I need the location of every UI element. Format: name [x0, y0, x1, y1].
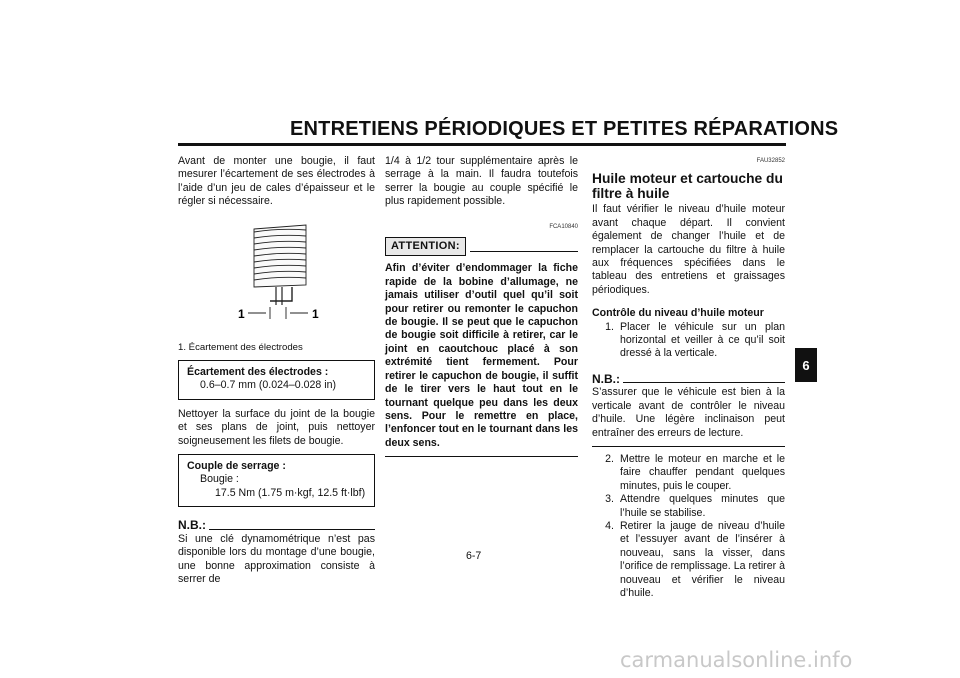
steps-list [592, 453, 785, 600]
attention-heading [385, 237, 578, 256]
clean-paragraph: Nettoyer la surface du joint de la bougie et ses plans de joint, puis nettoyer soigneusement les filets de bougie. [178, 407, 375, 447]
watermark: carmanualsonline.info [620, 648, 853, 672]
attention-label: ATTENTION: [385, 237, 466, 256]
column-middle [385, 155, 578, 457]
nb-label: N.B.: [178, 518, 206, 533]
chapter-tab: 6 [795, 348, 817, 382]
page-header-title: ENTRETIENS PÉRIODIQUES ET PETITES RÉPARATIONS [290, 118, 839, 140]
step-number: 1. [605, 320, 614, 333]
attention-paragraph: Afin d’éviter d’endommager la fiche rapide de la bobine d’allumage, ne jamais utiliser d’outil quel qu’il soit pour retirer ou remonter le capuchon de bougie. Il se peut que le capuchon de bougie soit difficile à retirer, car le joint en caoutchouc placé à son extrémité tient fermement. Pour retirer le capuchon de bougie, il suffit de le tirer vers le haut tout en le tournant quelque peu dans les deux sens. Pour le remettre en place, l’enfoncer tout en le tournant dans les deux sens. [385, 262, 578, 449]
nb-rule-right [623, 382, 785, 383]
torque-spec-value: 17.5 Nm (1.75 m·kgf, 12.5 ft·lbf) [215, 486, 366, 499]
column-left [178, 155, 375, 586]
attention-bottom-rule [385, 456, 578, 457]
step-number: 2. [605, 452, 614, 465]
electrode-gap-spec-title: Écartement des électrodes : [187, 366, 329, 379]
section-title: Huile moteur et cartouche du filtre à huile [592, 171, 783, 202]
attention-code: FCA10840 [549, 223, 578, 230]
nb-bottom-rule [592, 446, 785, 447]
list-item [592, 520, 785, 600]
step-text: Mettre le moteur en marche et le faire chauffer pendant quelques minutes, puis le couper. [620, 452, 785, 492]
nb-heading [178, 519, 375, 532]
continued-paragraph: 1/4 à 1/2 tour supplémentaire après le serrage à la main. Il faudra toutefois serrer la bougie au couple spécifié le plus rapidement possible. [385, 155, 578, 208]
step-number: 3. [605, 493, 614, 506]
torque-spec-item: Bougie : [200, 473, 239, 486]
nb-rule [209, 529, 375, 530]
section-intro: Il faut vérifier le niveau d’huile moteur avant chaque départ. Il convient également de changer l’huile et de remplacer la cartouche du filtre à huile aux fréquences spécifiées dans le tableau des entretiens et graissages périodiques. [592, 203, 785, 296]
nb-paragraph-right: S’assurer que le véhicule est bien à la verticale avant de contrôler le niveau d’huile. Une légère inclinaison peut entraîner des erreurs de lecture. [592, 386, 785, 439]
column-right [592, 155, 785, 600]
torque-spec-box [178, 454, 375, 507]
subheading-oil-check: Contrôle du niveau d’huile moteur [592, 307, 764, 320]
attention-rule [470, 251, 578, 252]
list-item [592, 493, 785, 520]
nb-label-right: N.B.: [592, 371, 620, 386]
torque-spec-title: Couple de serrage : [187, 460, 286, 473]
step-text: Placer le véhicule sur un plan horizontal et veiller à ce qu’il soit dressé à la verticale. [620, 320, 785, 360]
step-text: Attendre quelques minutes que l’huile se stabilise. [620, 493, 785, 519]
list-item [592, 453, 785, 493]
step-number: 4. [605, 519, 614, 532]
page-number: 6-7 [466, 550, 482, 562]
figure-caption: 1. Écartement des électrodes [178, 341, 303, 353]
figure-callout-left: 1 [238, 306, 245, 321]
spark-plug-illustration [178, 215, 375, 335]
header-rule [178, 143, 786, 146]
list-item [592, 321, 785, 361]
nb-paragraph: Si une clé dynamométrique n’est pas disponible lors du montage d’une bougie, une bonne approximation consiste à serrer de [178, 532, 375, 585]
nb-heading-right [592, 373, 785, 386]
electrode-gap-spec-box [178, 360, 375, 400]
figure-callout-right: 1 [312, 306, 319, 321]
spark-plug-figure [178, 215, 375, 335]
step-text: Retirer la jauge de niveau d’huile et l’essuyer avant de l’insérer à nouveau, sans la visser, dans l’orifice de remplissage. La retirer à nouveau et vérifier le niveau d’huile. [620, 519, 785, 599]
section-code: FAU32852 [756, 158, 785, 164]
intro-paragraph: Avant de monter une bougie, il faut mesurer l’écartement de ses électrodes à l’aide d’un jeu de cales d’épaisseur et le régler si nécessaire. [178, 155, 375, 208]
steps-list-first [592, 321, 785, 361]
electrode-gap-spec-value: 0.6–0.7 mm (0.024–0.028 in) [200, 379, 337, 392]
